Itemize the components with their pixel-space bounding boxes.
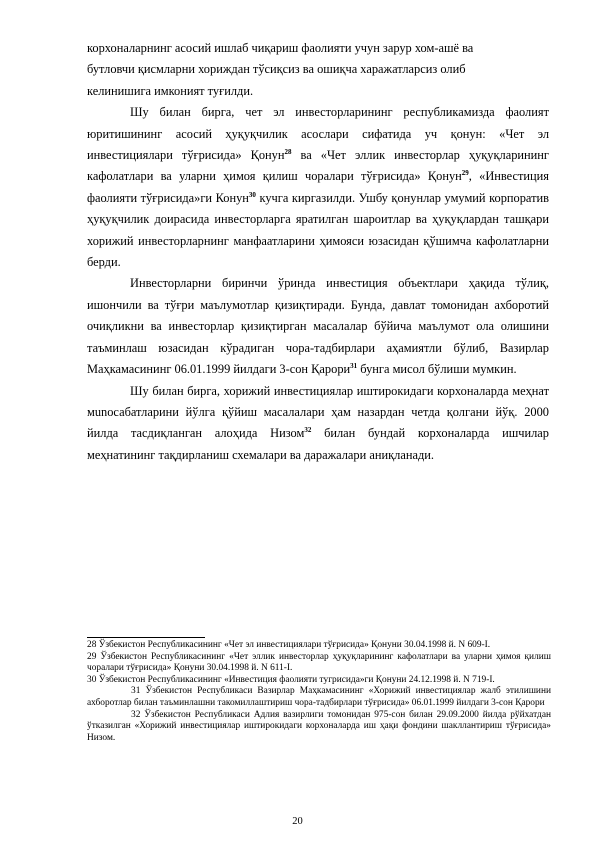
footnotes [87,640,551,744]
footnote-32: 32 Ўзбекистон Республикаси Адлия вазирлиги томонидан 975-сон билан 29.09.2000 йилда рўйхатдан ўтказилган «Хорижий инвестициялар иштирокидаги корхоналарда иш ҳақи фондини шакллантириш тўғрисида» Низом. [87,709,551,743]
paragraph-2-text-d: кучга киргазилди. Ушбу қонунлар умумий корпоратив ҳуқуқчилик доирасида инвесторларга яратилган шароитлар ва ҳуқуқлардан ташқари хорижий инвесторларнинг манфаатларини ҳимояси юзасидан қўшимча кафолатларни берди. [87,190,549,270]
main-text [87,38,549,466]
footnote-28: 28 Ўзбекистон Республикасининг «Чет эл инвестициялари тўғрисида» Қонуни 30.04.1998 й. N 609-I. [87,640,491,650]
footnote-ref-32[interactable]: 32 [304,426,312,435]
paragraph-3 [87,273,549,380]
footnote-ref-30[interactable]: 30 [248,190,256,199]
paragraph-1-line-3: келинишига имконият туғилди. [87,83,254,98]
paragraph-1-line-1: корхоналарнинг асосий ишлаб чиқариш фаолияти учун зарур хом-ашё ва [87,41,474,55]
footnote-ref-28[interactable]: 28 [284,147,292,156]
paragraph-1 [87,38,549,102]
paragraph-3-text-b: бунга мисол бўлиши мумкин. [357,362,517,377]
paragraph-4-text-b: билан бундай корхоналарда ишчилар меҳнатининг тақдирланиш схемалари ва даражалари аниқланади. [87,426,549,462]
paragraph-2-text-a: Шу билан бирга, чет эл инвесторларининг республикамизда фаолият юритишининг асосий ҳуқуқчилик асослари сифатида уч қонун: «Чет эл инвестициялари тўғрисида» Қонун [87,105,549,163]
footnote-31: 31 Ўзбекистон Республикаси Вазирлар Маҳкамасининг «Хорижий инвестициялар жалб этилишини ахборотлар билан таъминлашни такомиллаштириш чора-тадбирлари тўғрисида» 06.01.1999 йилдаги 3-сон Қарори [87,686,551,708]
page-number: 20 [292,816,303,827]
footnote-29: 29 Ўзбекистон Республикасининг «Чет эллик инвесторлар ҳуқуқларининг кафолатлари ва уларни ҳимоя қилиш чоралари тўғрисида» Қонуни 30.04.1998 й. N 611-I. [87,651,551,674]
paragraph-3-text-a: Инвесторларни биринчи ўринда инвестиция объектлари ҳақида тўлиқ, ишончили ва тўғри маълумотлар қизиқтиради. Бунда, давлат томонидан ахборотий очиқликни ва инвесторлар қизиқтирган масалалар бўйича маълумот ола олишини таъминлаш юзасидан кўрадиган чора-тадбирлари аҳамиятли бўлиб, Вазирлар Маҳкамасининг 06.01.1999 йилдаги 3-сон Қарори [87,276,549,377]
footnote-30: 30 Ўзбекистон Республикасининг «Инвестиция фаолияти тугрисида»ги Қонуни 24.12.1998 й. N 719-I. [87,674,495,685]
paragraph-2 [87,102,549,273]
paragraph-4-text-a: Шу билан бирга, хорижий инвестициялар иштирокидаги корхоналарда меҳнат мunoсабатларини йўлга қўйиш масалалари ҳам назардан четда қолгани йўқ. 2000 йилда тасдиқланган алоҳида Низом [87,383,549,441]
footnote-ref-31[interactable]: 31 [350,361,358,370]
paragraph-4 [87,381,549,467]
paragraph-2-text-b: ва «Чет эллик инвесторлар ҳуқуқларининг кафолатлари ва уларни ҳимоя қилиш чоралари тўғрисида» Қонун [87,148,549,184]
paragraph-2-text-c: , «Инвестиция фаолияти тўғрисида»ги Конун [87,169,550,205]
footnote-separator [87,637,205,638]
paragraph-1-line-2: бутловчи қисмларни хориждан тўсиқсиз ва ошиқча харажатларсиз олиб [87,62,466,77]
footnote-ref-29[interactable]: 29 [461,169,469,178]
